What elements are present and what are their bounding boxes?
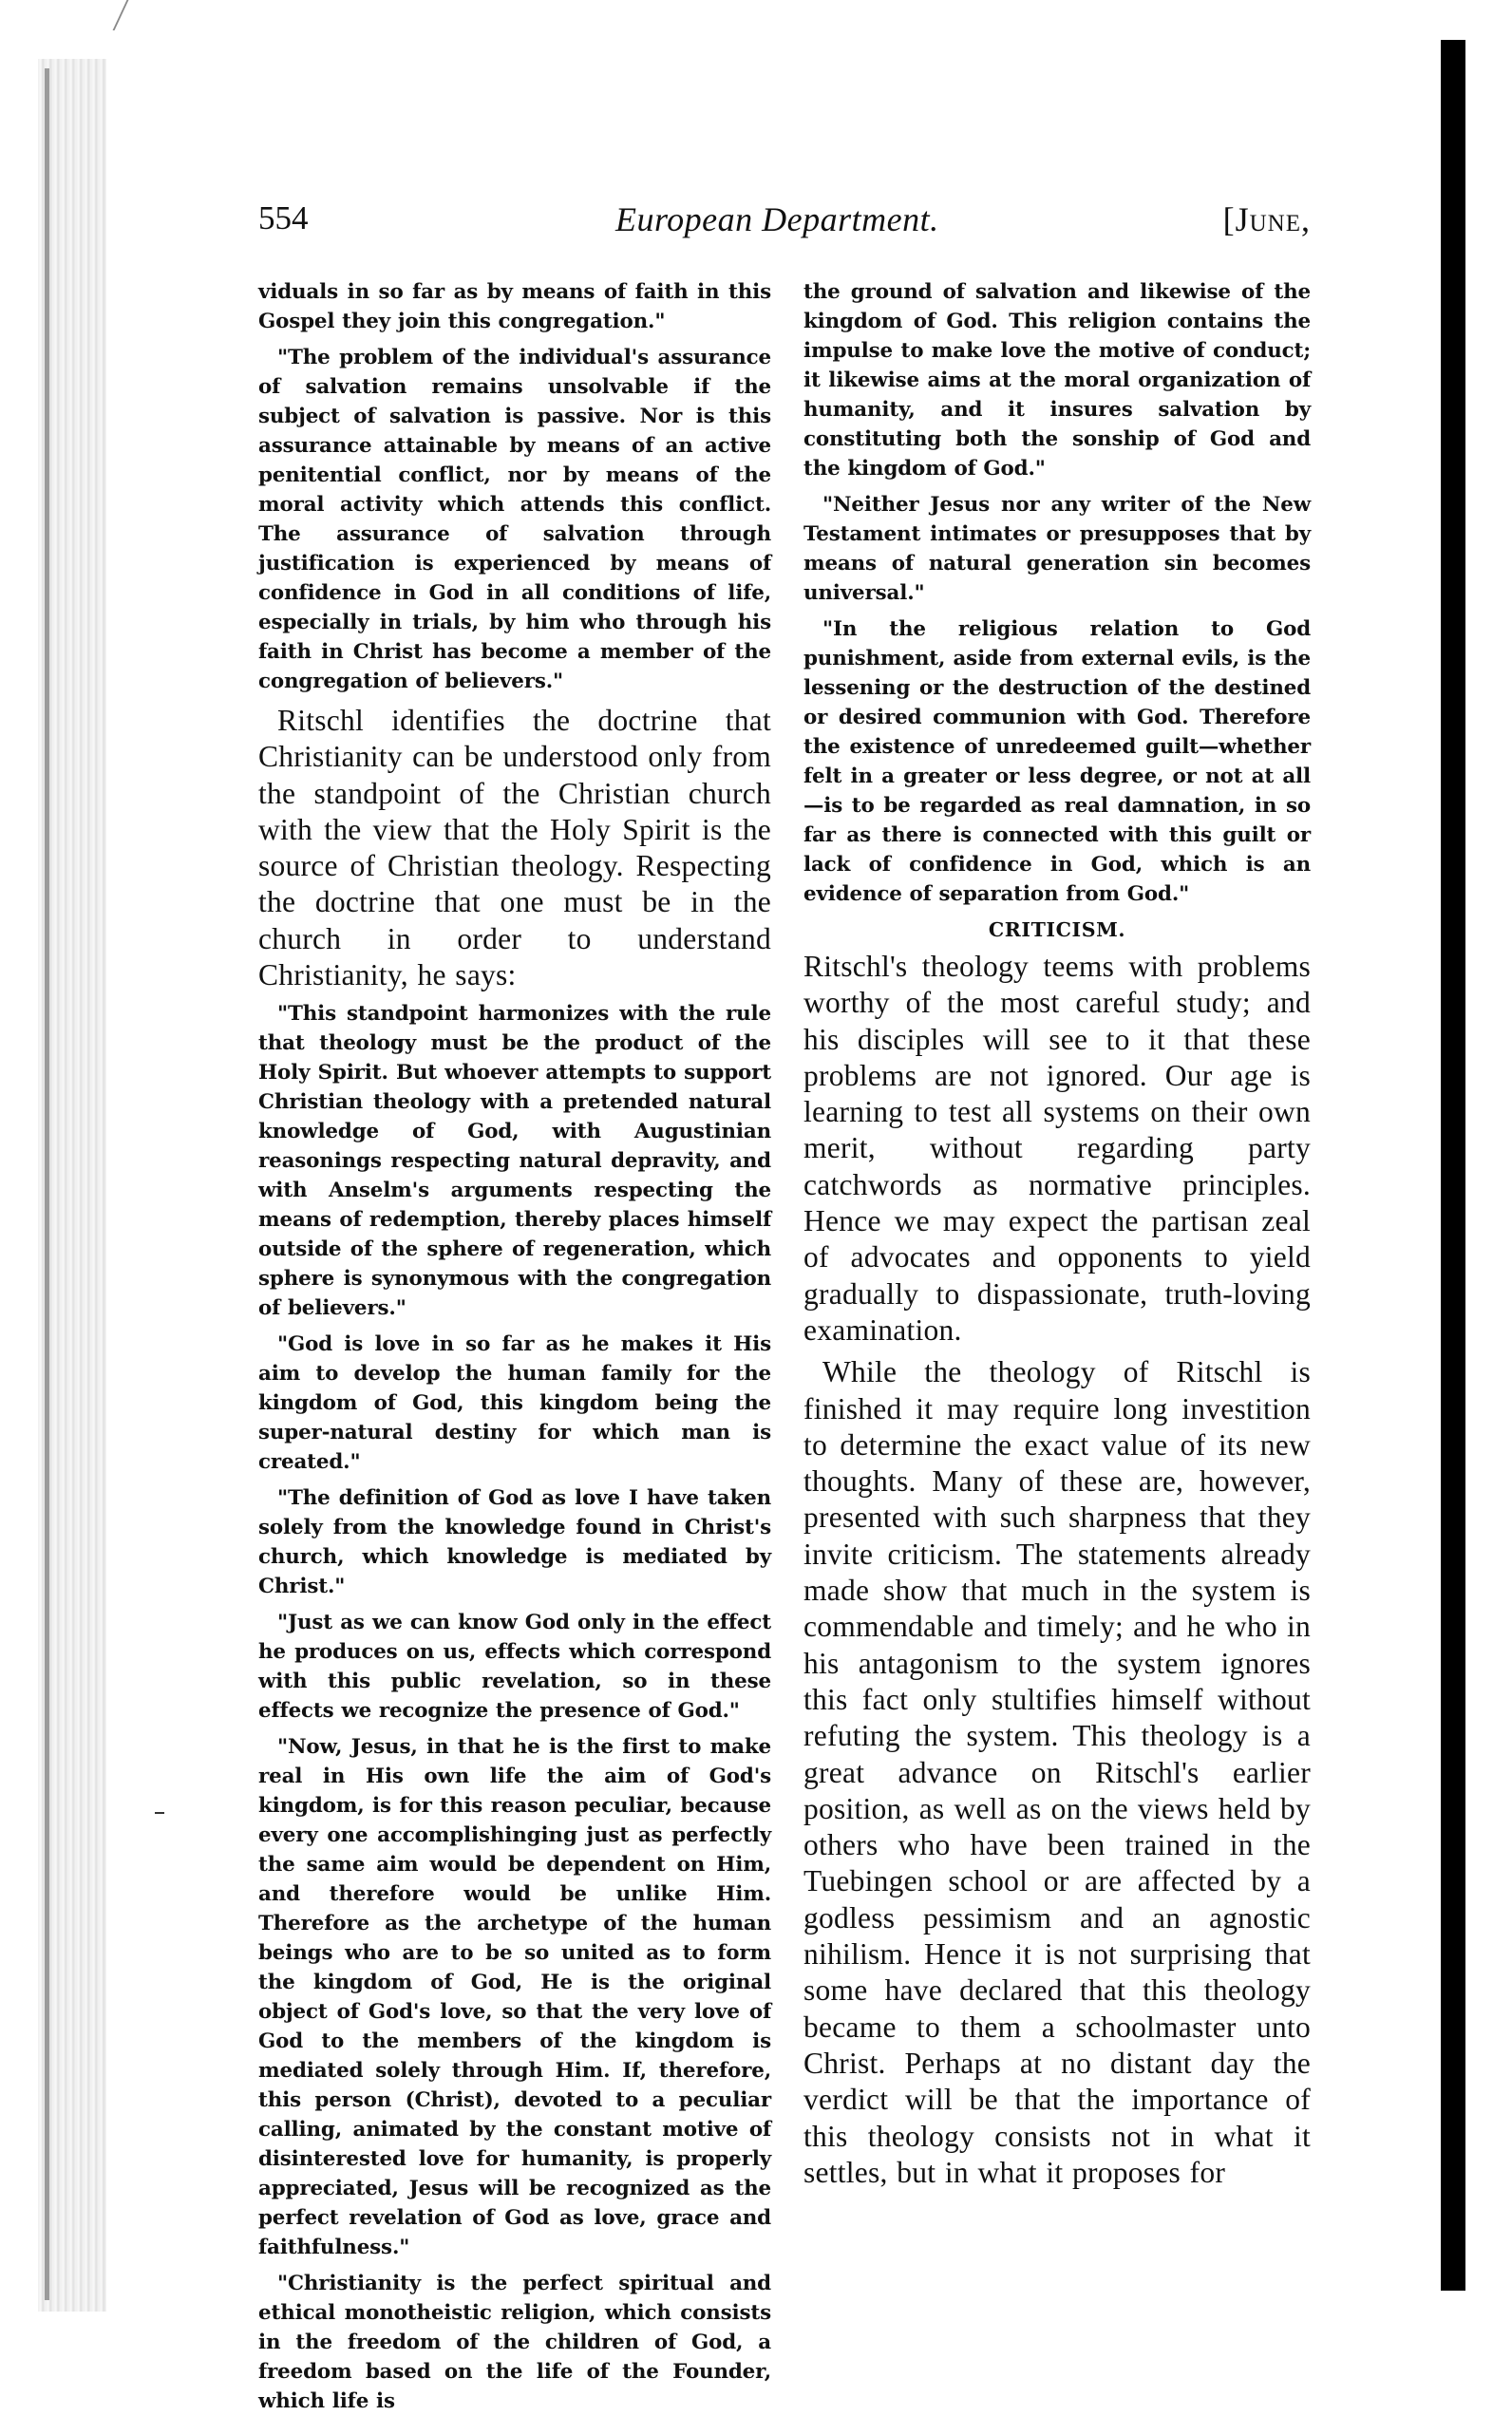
left-paragraph-6: "The definition of God as love I have taken solely from the knowledge found in Christ's church, which knowledge is mediated by Christ."	[258, 1486, 771, 1599]
issue-month: [June,	[1222, 200, 1311, 238]
binding-dark-edge	[45, 68, 49, 2300]
left-paragraph-9: "Christianity is the perfect spiritual and ethical monotheistic religion, which consists in the freedom of the children of God, a freedom based on the life of the Founder, which life is	[258, 2272, 771, 2414]
running-header	[258, 199, 1311, 258]
left-paragraph-3: Ritschl identifies the doctrine that Christianity can be understood only from the standpoint of the Christian church with the view that the Holy Spirit is the source of Christian theology. Respecting the doctrine that one must be in the church in order to understand Christianity, he says:	[258, 704, 771, 992]
right-paragraph-5: While the theology of Ritschl is finished it may require long investition to determine the exact value of its new thoughts. Many of these are, however, presented with such sharpness that they invite criticism. The statements already made show that much in the system is commendable and timely; and he who in his antagonism to the system ignores this fact only stultifies himself without refuting the system. This theology is a great advance on Ritschl's earlier position, as well as on the views held by others who have been trained in the Tuebingen school or are affected by a godless pessimism and an agnostic nihilism. Hence it is not surprising that some have declared that this theology became to them a schoolmaster unto Christ. Perhaps at no distant day the verdict will be that the importance of this theology consists not in what it settles, but in what it proposes for	[803, 1355, 1311, 2189]
left-paragraph-2: "The problem of the individual's assurance of salvation remains unsolvable if the subject of salvation is passive. Nor is this assurance attainable by means of an active penitential conflict, nor by means of the moral activity which attends this conflict. The assurance of salvation through justification is experienced by means of confidence in God in all conditions of life, especially in trials, by him who through his faith in Christ has become a member of the congregation of believers."	[258, 346, 771, 693]
right-paragraph-4: Ritschl's theology teems with problems worthy of the most careful study; and his disciples will see to it that these problems are not ignored. Our age is learning to test all systems on their own merit, without regarding party catchwords as normative principles. Hence we may expect the partisan zeal of advocates and opponents to yield gradually to dispassionate, truth-loving examination.	[803, 950, 1311, 1347]
right-paragraph-1: the ground of salvation and likewise of the kingdom of God. This religion contains the impulse to make love the motive of conduct; it likewise aims at the moral organization of humanity, and it insures salvation by constituting both the sonship of God and the kingdom of God."	[803, 280, 1311, 481]
right-paragraph-2: "Neither Jesus nor any writer of the New Testament intimates or presupposes that by means of natural generation sin becomes universal."	[803, 493, 1311, 605]
right-paragraph-3: "In the religious relation to God punishment, aside from external evils, is the lessening or the destruction of the destined or desired communion with God. Therefore the existence of unredeemed guilt—whether felt in a greater or less degree, or not at all—is to be regarded as real damnation, in so far as there is connected with this guilt or lack of confidence in God, which is an evidence of separation from God."	[803, 617, 1311, 906]
left-paragraph-5: "God is love in so far as he makes it His aim to develop the human family for the kingdom of God, this kingdom being the super-natural destiny for which man is created."	[258, 1332, 771, 1475]
criticism-heading: CRITICISM.	[988, 918, 1126, 941]
left-column	[258, 277, 771, 2414]
margin-dash	[155, 1812, 164, 1814]
left-paragraph-4: "This standpoint harmonizes with the rule that theology must be the product of the Holy Spirit. But whoever attempts to support Christian theology with a pretended natural knowledge of God, with Augustinian reasonings respecting natural depravity, and with Anselm's arguments respecting the means of redemption, thereby places himself outside of the sphere of regeneration, which sphere is synonymous with the congregation of believers."	[258, 1002, 771, 1321]
printed-page	[258, 199, 1311, 2414]
page-number: 554	[258, 199, 309, 236]
left-paragraph-1: viduals in so far as by means of faith in this Gospel they join this congregation."	[258, 280, 771, 333]
right-page-edge	[1441, 40, 1465, 2291]
right-column	[803, 277, 1311, 2253]
left-paragraph-7: "Just as we can know God only in the effect he produces on us, effects which correspond with this public revelation, so in these effects we recognize the presence of God."	[258, 1611, 771, 1724]
left-paragraph-8: "Now, Jesus, in that he is the first to make real in His own life the aim of God's kingdom, is for this reason peculiar, because every one accomplishinging just as perfectly the same aim would be dependent on Him, and therefore would be unlike Him. Therefore as the archetype of the human beings who are to be so united as to form the kingdom of God, He is the original object of God's love, so that the very love of God to the members of the kingdom is mediated solely through Him. If, therefore, this person (Christ), devoted to a peculiar calling, animated by the constant motive of disinterested love for humanity, is properly appreciated, Jesus will be recognized as the perfect revelation of God as love, grace and faithfulness."	[258, 1735, 771, 2260]
section-title: European Department.	[615, 200, 939, 238]
